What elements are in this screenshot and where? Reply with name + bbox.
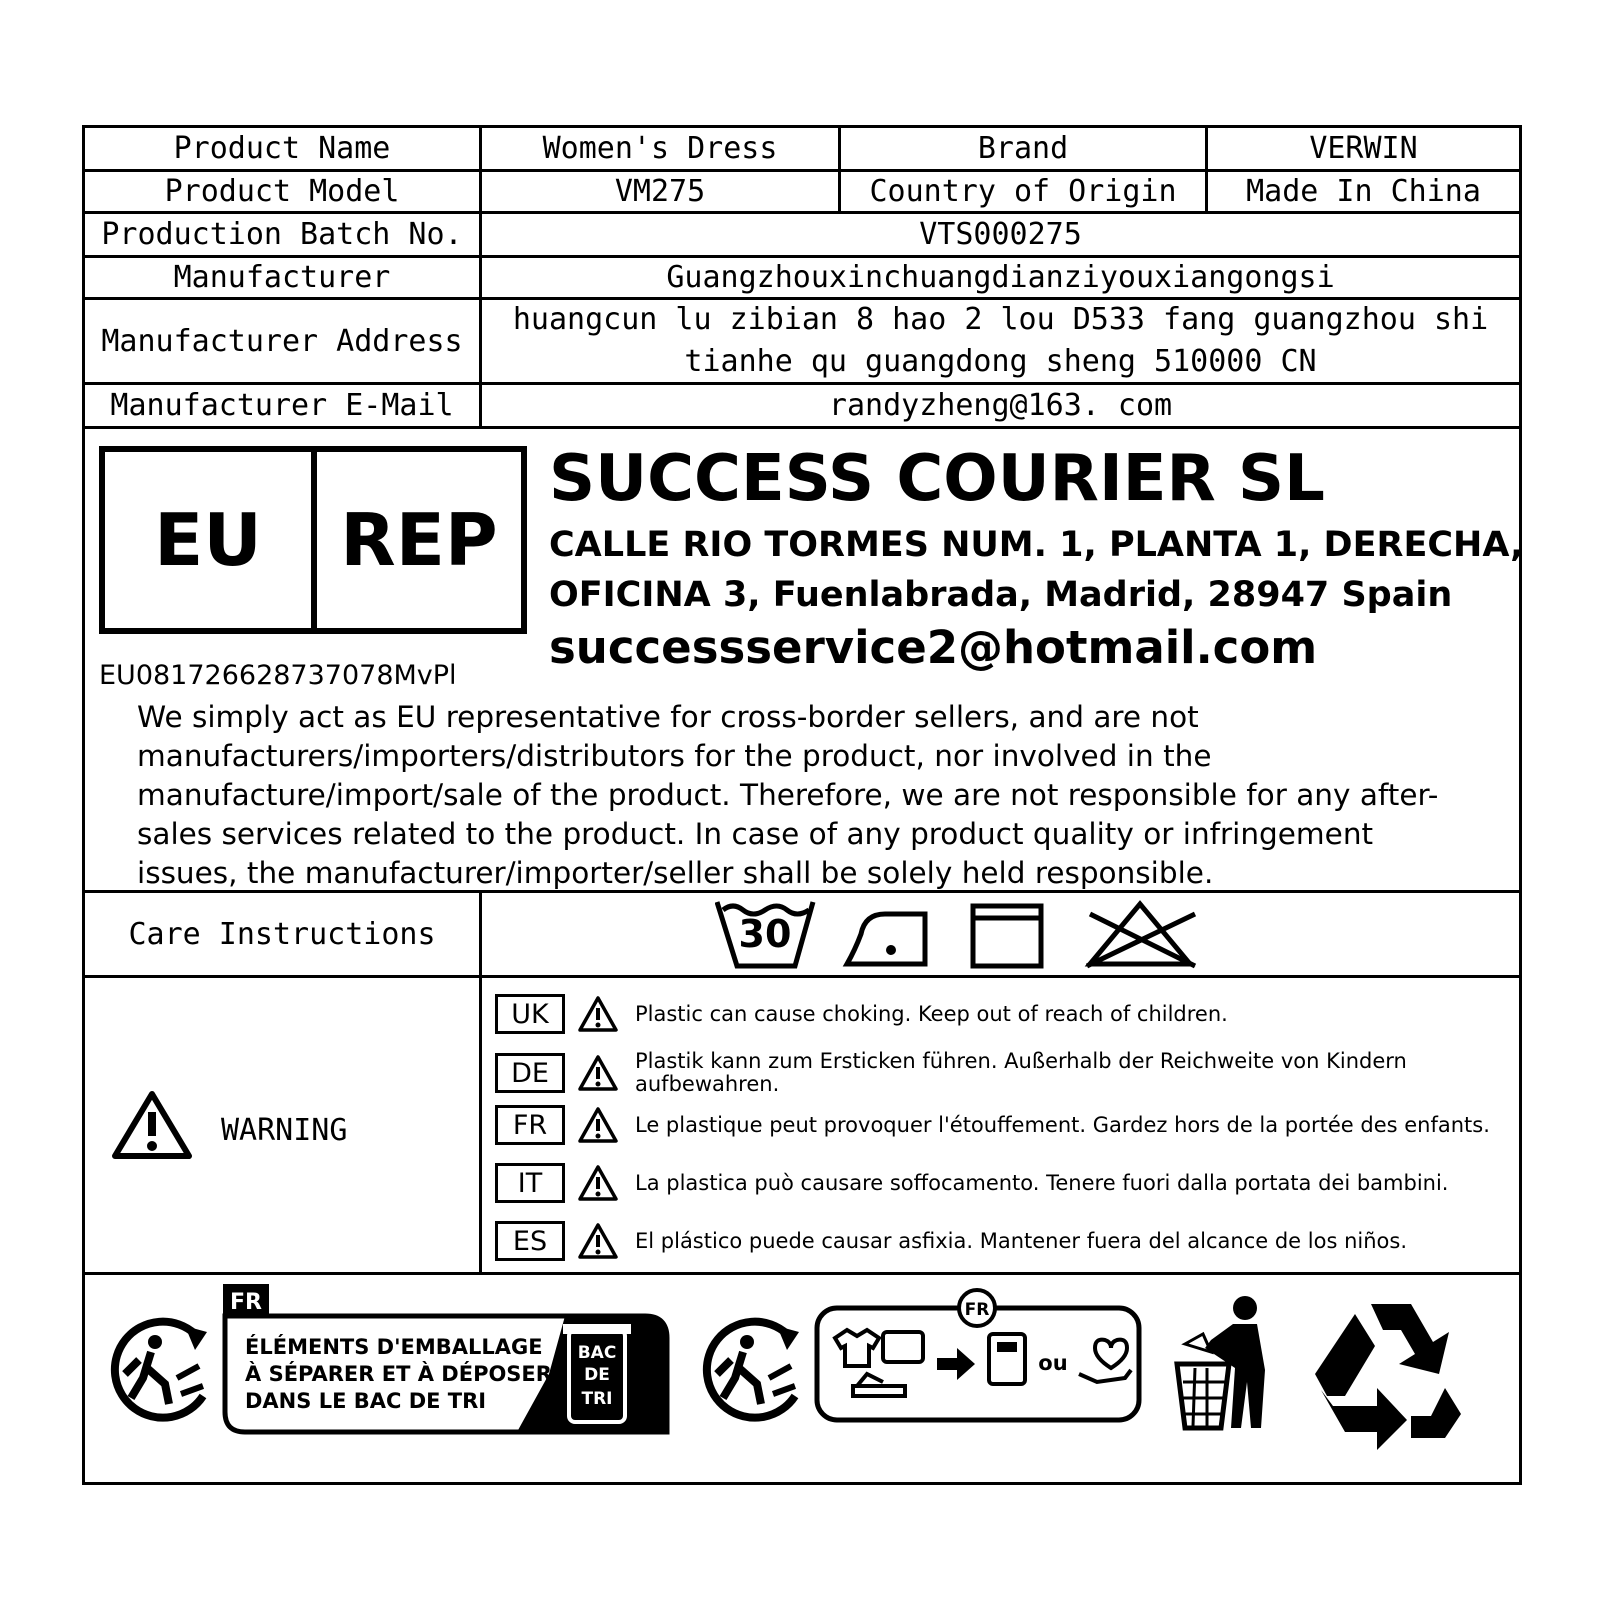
divider [479, 890, 482, 1272]
warning-text: Plastik kann zum Ersticken führen. Außerhalb der Reichweite von Kindern aufbewahren. [635, 1049, 1407, 1096]
manufacturer-value: Guangzhouxinchuangdianziyouxiangongsi [666, 260, 1335, 295]
tumble-dry-icon [973, 906, 1041, 966]
wash-30-icon [717, 902, 813, 966]
address-line-1: huangcun lu zibian 8 hao 2 lou D533 fang guangzhou shi [512, 302, 1489, 337]
language-code: DE [495, 1053, 565, 1093]
care-symbols [715, 900, 1205, 970]
donate-heart-icon [1079, 1340, 1131, 1382]
tidyman-icon [1177, 1296, 1265, 1428]
caution-icon [577, 1106, 619, 1144]
manufacturer-label: Manufacturer [173, 260, 391, 295]
arrow-right-icon [937, 1348, 975, 1380]
product-model-label: Product Model [164, 174, 400, 209]
clothing-icon [835, 1330, 923, 1396]
caution-icon [577, 1054, 619, 1092]
triman-icon [115, 1322, 207, 1418]
product-model-value: VM275 [614, 174, 706, 209]
no-bleach-icon [1087, 904, 1195, 966]
language-code: FR [495, 1105, 565, 1145]
language-code: UK [495, 994, 565, 1034]
warning-label: WARNING [221, 1113, 348, 1148]
warning-row-es [495, 1221, 1495, 1261]
brand-value: VERWIN [1309, 131, 1418, 166]
triman-text-1: ÉLÉMENTS D'EMBALLAGE [245, 1335, 543, 1359]
eu-mark-text: EU [154, 498, 262, 582]
email-value: randyzheng@163. com [828, 388, 1173, 423]
email-label: Manufacturer E-Mail [110, 388, 454, 423]
caution-icon [577, 1164, 619, 1202]
brand-label: Brand [977, 131, 1069, 166]
recycle-icon [1315, 1304, 1461, 1450]
address-value [482, 300, 1519, 382]
eu-rep-mark [99, 446, 527, 634]
iron-low-icon [847, 914, 925, 964]
eu-rep-address-line-1: CALLE RIO TORMES NUM. 1, PLANTA 1, DERECHA, [549, 525, 1524, 565]
caution-icon [577, 1222, 619, 1260]
bin-text-3: TRI [581, 1389, 613, 1409]
eu-rep-code: EU081726628737078MvPl [99, 660, 457, 691]
product-name-label: Product Name [173, 131, 391, 166]
warning-row-uk [495, 994, 1495, 1034]
warning-row-fr [495, 1105, 1495, 1145]
recycling-strip [85, 1278, 1519, 1478]
warning-row-it [495, 1163, 1495, 1203]
textile-or-text: ou [1038, 1351, 1068, 1375]
caution-icon [577, 995, 619, 1033]
divider [85, 426, 1519, 429]
address-line-2: tianhe qu guangdong sheng 510000 CN [684, 344, 1317, 379]
collection-bin-icon [989, 1334, 1025, 1384]
batch-label: Production Batch No. [101, 217, 463, 252]
eu-rep-address-line-2: OFICINA 3, Fuenlabrada, Madrid, 28947 Spain [549, 575, 1453, 615]
divider [85, 1272, 1519, 1275]
warning-triangle-icon [109, 1088, 195, 1162]
product-name-value: Women's Dress [542, 131, 778, 166]
eu-rep-company: SUCCESS COURIER SL [549, 442, 1325, 516]
bin-text-2: DE [584, 1365, 610, 1385]
warning-text: El plástico puede causar asfixia. Mantener fuera del alcance de los niños. [635, 1228, 1407, 1253]
fr-tag: FR [230, 1290, 262, 1315]
eu-rep-email: successservice2@hotmail.com [549, 621, 1318, 674]
triman-text-3: DANS LE BAC DE TRI [245, 1389, 487, 1413]
triman-icon [707, 1322, 799, 1418]
rep-mark-text: REP [340, 498, 498, 582]
divider [85, 975, 1519, 978]
batch-value: VTS000275 [919, 217, 1082, 252]
country-label: Country of Origin [869, 174, 1177, 209]
country-value: Made In China [1246, 174, 1481, 209]
warning-text: Le plastique peut provoquer l'étouffement. Gardez hors de la portée des enfants. [635, 1112, 1490, 1137]
bin-text-1: BAC [577, 1343, 617, 1363]
eu-rep-disclaimer: We simply act as EU representative for cross-border sellers, and are not manufacturers/importers/distributors for the product, nor involved in the manufacture/import/sale of the product. Therefore, we are not responsible for any after-sales services related to the product. In case of any product quality or infringement issues, the manufacturer/importer/seller shall be solely held responsible. [137, 700, 1439, 890]
address-label: Manufacturer Address [101, 323, 463, 359]
textile-fr-text: FR [964, 1300, 990, 1320]
warning-text: Plastic can cause choking. Keep out of reach of children. [635, 1001, 1228, 1026]
triman-text-2: À SÉPARER ET À DÉPOSER [245, 1362, 552, 1386]
language-code: ES [495, 1221, 565, 1261]
warning-row-de [495, 1050, 1495, 1096]
wash-temp: 30 [738, 912, 792, 956]
warning-text: La plastica può causare soffocamento. Tenere fuori dalla portata dei bambini. [635, 1170, 1449, 1195]
eu-rep-address [549, 520, 1523, 620]
product-label [82, 125, 1522, 1485]
language-code: IT [495, 1163, 565, 1203]
care-label: Care Instructions [128, 916, 436, 952]
